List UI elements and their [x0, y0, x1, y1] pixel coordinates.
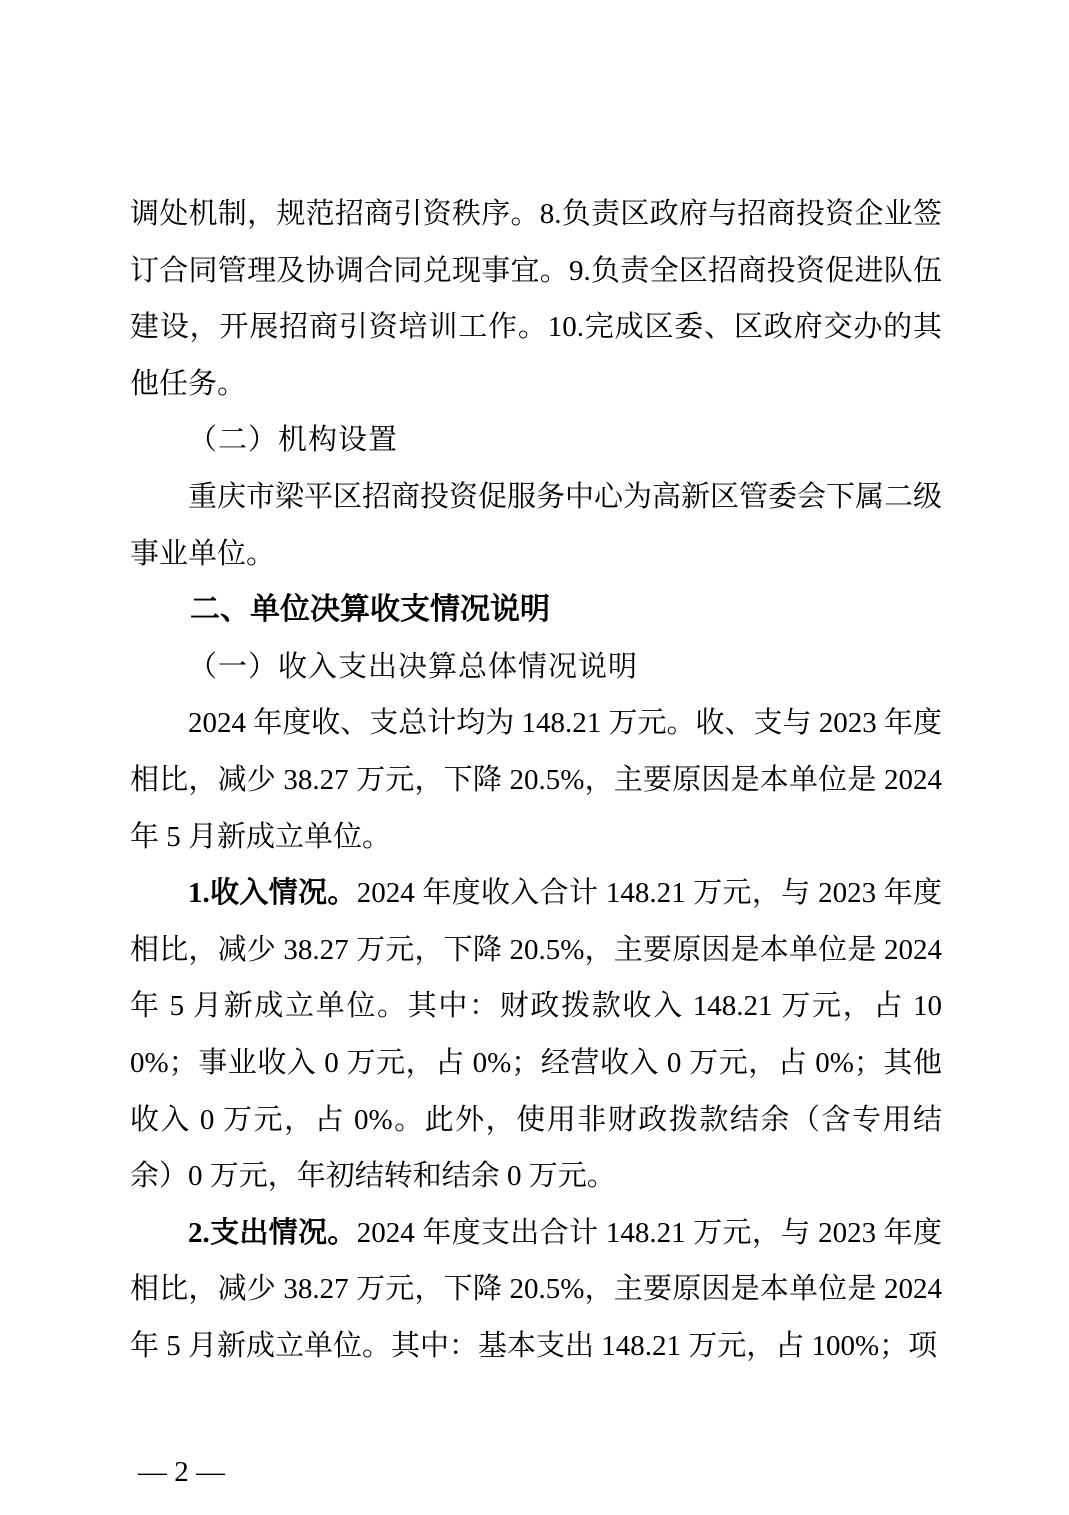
- paragraph-org-setup: 重庆市梁平区招商投资促服务中心为高新区管委会下属二级事业单位。: [130, 480, 943, 570]
- paragraph-duties-continuation: 调处机制，规范招商引资秩序。8.负责区政府与招商投资企业签订合同管理及协调合同兑现事宜。9.负责全区招商投资促进队伍建设，开展招商引资培训工作。10.完成区委、区政府交办的其他任务。: [130, 198, 942, 400]
- expenditure-body-text: 2024 年度支出合计 148.21 万元，与 2023 年度相比，减少 38.27 万元，下降 20.5%，主要原因是本单位是 2024 年 5 月新成立单位。其中：基本支出 148.21 万元，占 100%；项: [130, 1216, 942, 1362]
- income-lead-label: 1.收入情况。: [188, 877, 357, 910]
- document-body: [130, 186, 942, 1374]
- paragraph-overview: 2024 年度收、支总计均为 148.21 万元。收、支与 2023 年度相比，减少 38.27 万元，下降 20.5%，主要原因是本单位是 2024 年 5 月新成立单位。: [130, 707, 943, 853]
- page-number: — 2 —: [138, 1456, 225, 1488]
- paragraph-expenditure: [130, 1205, 942, 1375]
- heading-org-setup: （二）机构设置: [188, 424, 399, 457]
- income-body-text: 2024 年度收入合计 148.21 万元，与 2023 年度相比，减少 38.27 万元，下降 20.5%，主要原因是本单位是 2024 年 5 月新成立单位。其中：财政拨款收入 148.21 万元，占 100%；事业收入 0 万元，占 0%；经营收入 0 万元，占 0%；其他收入 0 万元，占 0%。此外，使用非财政拨款结余（含专用结余）0 万元，年初结转和结余 0 万元。: [130, 877, 942, 1193]
- heading-subsection-1: （一）收入支出决算总体情况说明: [188, 650, 639, 683]
- paragraph-income: [130, 865, 942, 1205]
- heading-section-2: 二、单位决算收支情况说明: [190, 593, 550, 627]
- expenditure-lead-label: 2.支出情况。: [188, 1216, 357, 1249]
